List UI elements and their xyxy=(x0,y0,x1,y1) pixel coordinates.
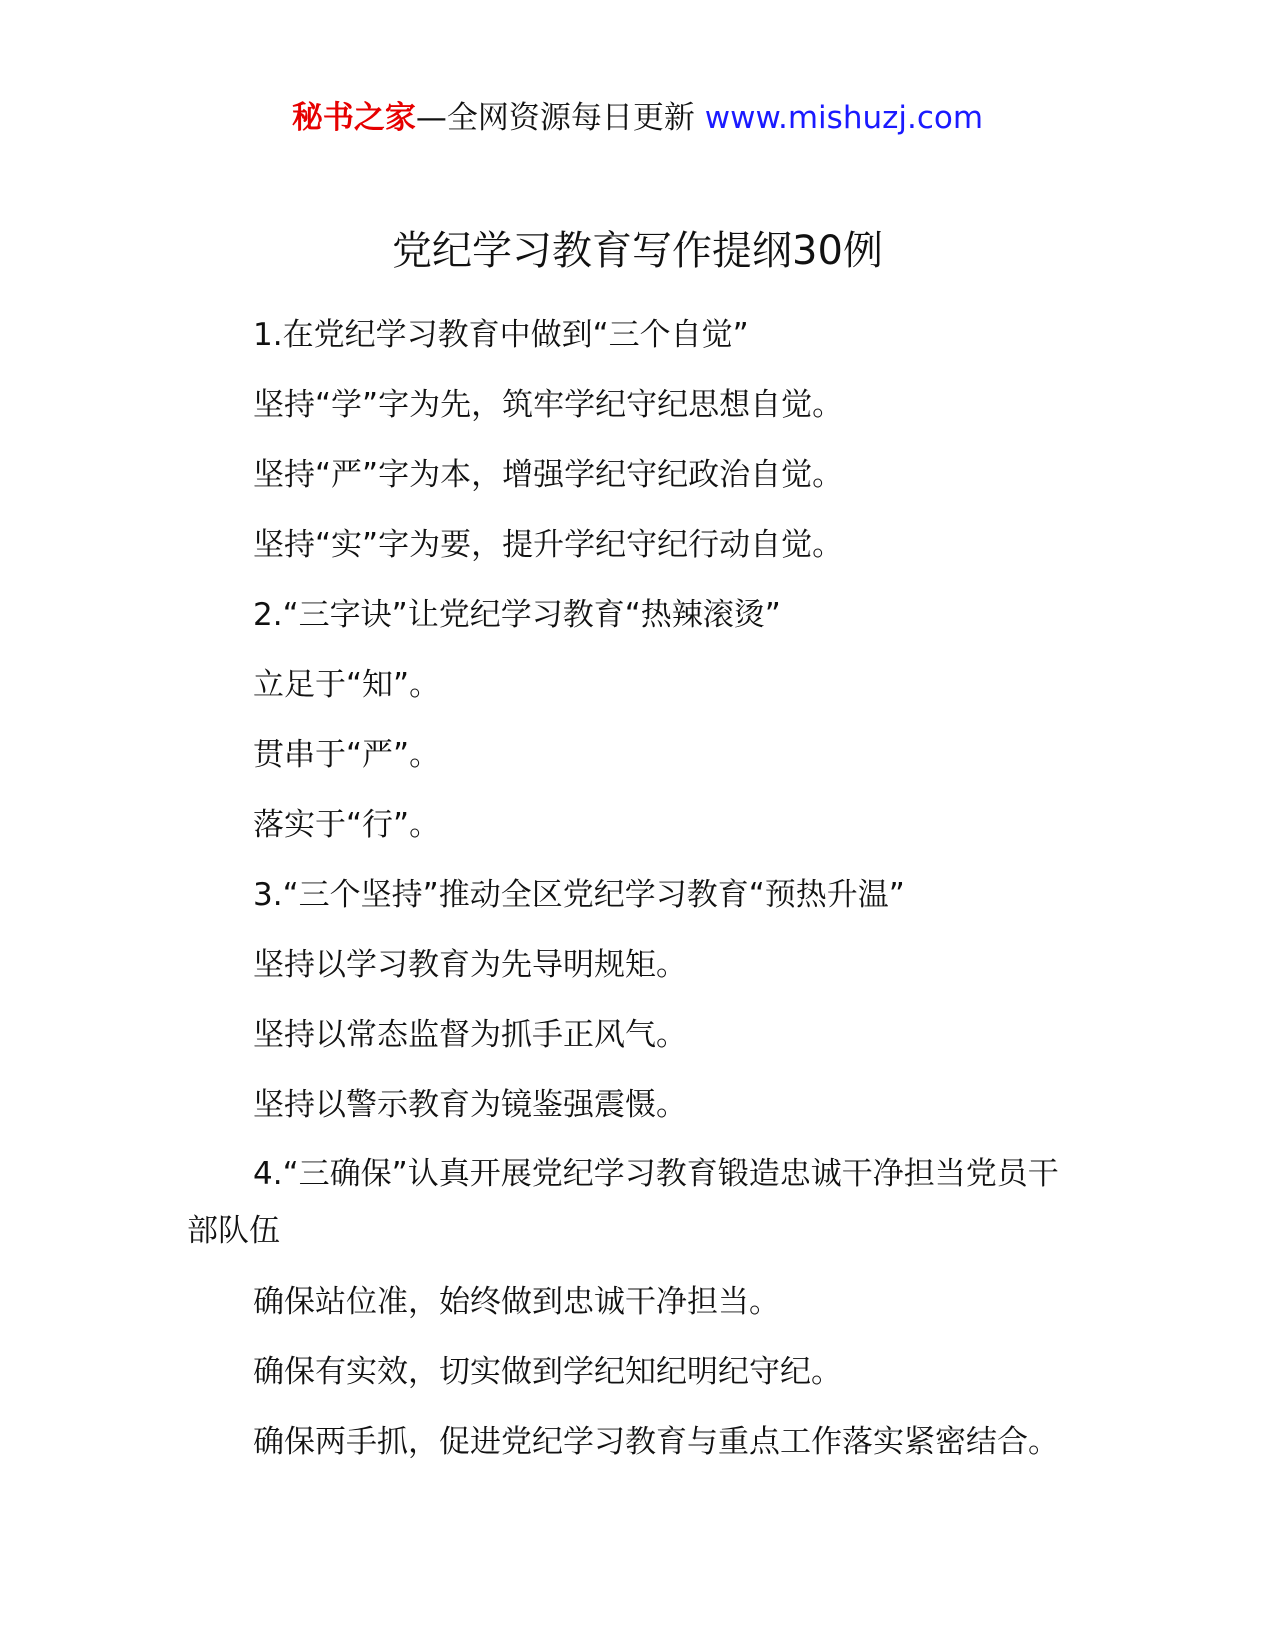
paragraph: 落实于“行”。 xyxy=(253,807,441,843)
site-url-link[interactable]: www.mishuzj.com xyxy=(704,100,984,136)
paragraph: 坚持“严”字为本，增强学纪守纪政治自觉。 xyxy=(253,457,844,493)
document-body xyxy=(187,300,1087,1477)
site-header xyxy=(0,98,1275,138)
paragraph: 贯串于“严”。 xyxy=(253,737,441,773)
paragraph: 坚持以学习教育为先导明规矩。 xyxy=(253,947,687,983)
paragraph: 立足于“知”。 xyxy=(253,667,441,703)
paragraph: 坚持“学”字为先，筑牢学纪守纪思想自觉。 xyxy=(253,387,844,423)
paragraph: 坚持以警示教育为镜鉴强震慑。 xyxy=(253,1087,687,1123)
section-heading-4: 4.“三确保”认真开展党纪学习教育锻造忠诚干净担当党员干部队伍 xyxy=(187,1156,1059,1249)
paragraph: 确保有实效，切实做到学纪知纪明纪守纪。 xyxy=(253,1354,842,1390)
brand-name: 秘书之家 xyxy=(291,100,416,136)
paragraph: 坚持以常态监督为抓手正风气。 xyxy=(253,1017,687,1053)
paragraph: 坚持“实”字为要，提升学纪守纪行动自觉。 xyxy=(253,527,844,563)
document-title: 党纪学习教育写作提纲30例 xyxy=(392,228,883,274)
section-heading-1: 1.在党纪学习教育中做到“三个自觉” xyxy=(253,317,749,353)
section-heading-3: 3.“三个坚持”推动全区党纪学习教育“预热升温” xyxy=(253,877,905,913)
section-heading-2: 2.“三字诀”让党纪学习教育“热辣滚烫” xyxy=(253,597,781,633)
paragraph: 确保站位准，始终做到忠诚干净担当。 xyxy=(253,1284,780,1320)
header-tagline: —全网资源每日更新 xyxy=(415,100,695,136)
paragraph: 确保两手抓，促进党纪学习教育与重点工作落实紧密结合。 xyxy=(253,1424,1059,1460)
